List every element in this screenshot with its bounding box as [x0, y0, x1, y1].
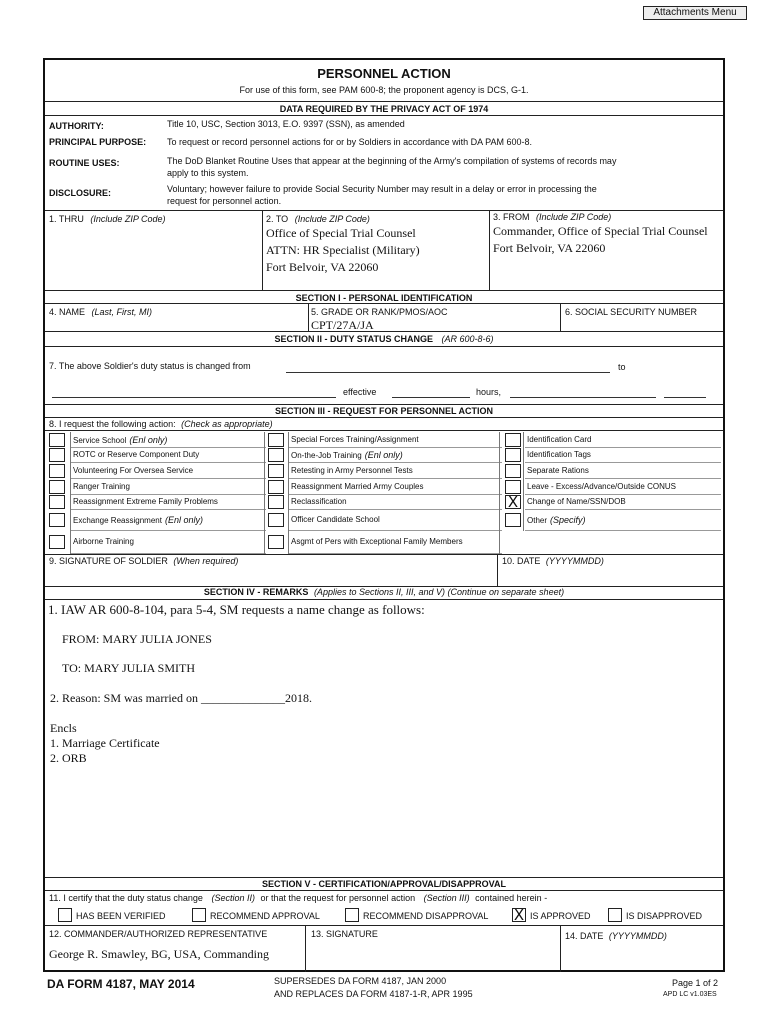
- from-hint: (Include ZIP Code): [536, 212, 612, 222]
- col1-option-label: Ranger Training: [73, 481, 130, 491]
- effective-date-field[interactable]: [392, 397, 470, 398]
- soldier-signature-hint: (When required): [173, 556, 239, 566]
- purpose-text: To request or record personnel actions for or by Soldiers in accordance with DA PAM 600-8.: [167, 137, 533, 147]
- col1-option-label: ROTC or Reserve Component Duty: [73, 450, 200, 459]
- approver-date-hint: (YYYYMMDD): [608, 931, 667, 941]
- col1-option-0: [73, 435, 167, 445]
- supersedes-2: AND REPLACES DA FORM 4187-1-R, APR 1995: [274, 989, 473, 999]
- remarks-line-2: FROM: MARY JULIA JONES: [62, 632, 212, 646]
- item-11: [49, 893, 547, 903]
- col1-option-2: [73, 466, 193, 475]
- col1-option-label: Reassignment Extreme Family Problems: [73, 497, 218, 506]
- col3-option-5: [527, 515, 586, 525]
- authority-text: Title 10, USC, Section 3013, E.O. 9397 (SSN), as amended: [167, 119, 405, 129]
- col1-option-label: Service School: [73, 435, 127, 445]
- hours-field[interactable]: [510, 397, 656, 398]
- attachments-menu-button[interactable]: Attachments Menu: [643, 6, 747, 20]
- col1-option-hint: (Enl only): [164, 515, 203, 525]
- section-4-hint: (Applies to Sections II, III, and V) (Continue on separate sheet): [313, 587, 565, 597]
- col3-option-label: Separate Rations: [527, 465, 589, 475]
- col1-option-label: Exchange Reassignment: [73, 516, 162, 525]
- col2-option-6: [291, 537, 463, 546]
- section-2-title: SECTION II - DUTY STATUS CHANGE: [274, 334, 433, 344]
- soldier-date-hint: (YYYYMMDD): [545, 556, 604, 566]
- name-hint: (Last, First, MI): [91, 307, 153, 317]
- col3-option-0: [527, 435, 591, 444]
- hours-word: hours,: [476, 387, 502, 397]
- col1-checkbox-1[interactable]: [49, 448, 65, 462]
- remarks-line-1: 1. IAW AR 600-8-104, para 5-4, SM requests a name change as follows:: [48, 602, 425, 617]
- col2-option-label: Special Forces Training/Assignment: [291, 434, 419, 444]
- recommend-approval-checkbox[interactable]: [192, 908, 206, 922]
- authority-label: AUTHORITY:: [49, 121, 104, 131]
- approver-signature-field[interactable]: [311, 929, 378, 939]
- item-11-e: contained herein -: [475, 893, 548, 903]
- section-2-heading: [45, 334, 723, 344]
- col3-checkbox-5[interactable]: [505, 513, 521, 527]
- soldier-date-field[interactable]: [502, 556, 604, 566]
- col2-option-1: [291, 450, 403, 460]
- to-label: 2. TO: [266, 214, 289, 224]
- disapproved-checkbox[interactable]: [608, 908, 622, 922]
- from-line-2: Fort Belvoir, VA 22060: [493, 241, 606, 255]
- col2-option-label: Asgmt of Pers with Exceptional Family Members: [291, 537, 463, 546]
- col3-checkbox-4[interactable]: X: [505, 495, 521, 509]
- col1-checkbox-2[interactable]: [49, 464, 65, 478]
- soldier-signature-field[interactable]: [49, 556, 238, 566]
- routine-text-1: The DoD Blanket Routine Uses that appear at the beginning of the Army's compilation of systems of records may: [167, 156, 617, 166]
- col1-checkbox-6[interactable]: [49, 535, 65, 549]
- page-number: Page 1 of 2: [672, 978, 719, 988]
- col1-option-3: [73, 482, 130, 491]
- col2-option-label: Officer Candidate School: [291, 515, 380, 524]
- approver-signature-label: 13. SIGNATURE: [311, 929, 378, 939]
- col1-checkbox-5[interactable]: [49, 513, 65, 527]
- col2-checkbox-3[interactable]: [268, 480, 284, 494]
- grade-field[interactable]: [311, 307, 557, 333]
- supersedes-1: SUPERSEDES DA FORM 4187, JAN 2000: [274, 976, 447, 986]
- col2-checkbox-6[interactable]: [268, 535, 284, 549]
- commander-label: 12. COMMANDER/AUTHORIZED REPRESENTATIVE: [49, 929, 268, 939]
- item-8-text: 8. I request the following action:: [49, 419, 176, 429]
- commander-field[interactable]: [49, 929, 303, 962]
- col3-checkbox-2[interactable]: [505, 464, 521, 478]
- col3-option-4: [527, 497, 626, 506]
- col2-option-hint: (Enl only): [364, 450, 403, 460]
- approved-checkbox[interactable]: X: [513, 906, 525, 924]
- col3-checkbox-0[interactable]: [505, 433, 521, 447]
- form-id: DA FORM 4187, MAY 2014: [47, 977, 195, 991]
- col3-option-2: [527, 466, 589, 475]
- commander-value: George R. Smawley, BG, USA, Commanding: [49, 947, 269, 961]
- recommend-disapproval-label: RECOMMEND DISAPPROVAL: [363, 911, 489, 921]
- col3-option-3: [527, 482, 676, 491]
- col2-checkbox-2[interactable]: [268, 464, 284, 478]
- grade-value: CPT/27A/JA: [311, 318, 374, 332]
- section-4-heading: [45, 587, 723, 597]
- to-field[interactable]: [266, 214, 486, 275]
- col2-option-5: [291, 515, 380, 524]
- form-title: PERSONNEL ACTION: [317, 66, 451, 81]
- section-3-heading: SECTION III - REQUEST FOR PERSONNEL ACTION: [274, 406, 494, 416]
- verified-checkbox[interactable]: [58, 908, 72, 922]
- thru-field[interactable]: [49, 214, 166, 224]
- thru-label: 1. THRU: [49, 214, 84, 224]
- soldier-signature-label: 9. SIGNATURE OF SOLDIER: [49, 556, 168, 566]
- col3-option-label: Identification Card: [527, 434, 592, 444]
- ssn-label: 6. SOCIAL SECURITY NUMBER: [565, 307, 698, 317]
- col1-option-label: Volunteering For Oversea Service: [73, 465, 194, 475]
- item-7-text: 7. The above Soldier's duty status is changed from: [49, 361, 251, 371]
- col1-checkbox-0[interactable]: [49, 433, 65, 447]
- col1-option-5: [73, 515, 203, 525]
- to-hint: (Include ZIP Code): [294, 214, 370, 224]
- col2-checkbox-0[interactable]: [268, 433, 284, 447]
- col2-checkbox-5[interactable]: [268, 513, 284, 527]
- disclosure-label: DISCLOSURE:: [49, 188, 112, 198]
- col3-option-label: Other: [527, 516, 548, 525]
- approved-label: IS APPROVED: [530, 911, 591, 921]
- col1-option-6: [73, 537, 134, 546]
- remarks-line-4: 2. Reason: SM was married on ______________2018.: [50, 691, 312, 705]
- form-version: APD LC v1.03ES: [663, 991, 717, 998]
- status-from-field[interactable]: [286, 372, 610, 373]
- col2-option-label: Reassignment Married Army Couples: [291, 481, 424, 491]
- remarks-line-7: 2. ORB: [50, 751, 87, 765]
- from-line-1: Commander, Office of Special Trial Counsel: [493, 224, 708, 238]
- remarks-line-5: Encls: [50, 721, 77, 735]
- recommend-approval-label: RECOMMEND APPROVAL: [210, 911, 320, 921]
- form-subtitle: For use of this form, see PAM 600-8; the proponent agency is DCS, G-1.: [239, 85, 529, 95]
- col2-option-4: [291, 497, 347, 506]
- recommend-disapproval-checkbox[interactable]: [345, 908, 359, 922]
- section-2-ref: (AR 600-8-6): [441, 334, 494, 344]
- status-to-field[interactable]: [52, 397, 336, 398]
- col1-option-4: [73, 497, 218, 506]
- item-8: [49, 419, 273, 429]
- item-8-hint: (Check as appropriate): [181, 419, 273, 429]
- col1-checkbox-4[interactable]: [49, 495, 65, 509]
- remarks-line-3: TO: MARY JULIA SMITH: [62, 661, 196, 675]
- section-4-title: SECTION IV - REMARKS: [203, 587, 309, 597]
- remarks-line-6: 1. Marriage Certificate: [50, 736, 160, 750]
- name-field[interactable]: [49, 307, 152, 317]
- col2-option-3: [291, 482, 424, 491]
- to-line-3: Fort Belvoir, VA 22060: [266, 260, 379, 274]
- verified-label: HAS BEEN VERIFIED: [76, 911, 166, 921]
- item-11-a: 11. I certify that the duty status change: [49, 893, 203, 903]
- privacy-heading: DATA REQUIRED BY THE PRIVACY ACT OF 1974: [279, 104, 489, 114]
- routine-label: ROUTINE USES:: [49, 158, 120, 168]
- col2-checkbox-1[interactable]: [268, 448, 284, 462]
- col1-option-hint: (Enl only): [129, 434, 168, 445]
- col2-option-label: Retesting in Army Personnel Tests: [291, 465, 413, 475]
- col2-option-2: [291, 466, 413, 475]
- purpose-label: PRINCIPAL PURPOSE:: [49, 137, 147, 147]
- item-11-d: (Section III): [423, 893, 470, 903]
- grade-label: 5. GRADE OR RANK/PMOS/AOC: [311, 307, 448, 317]
- col3-option-label: Leave - Excess/Advance/Outside CONUS: [527, 481, 676, 491]
- col1-option-1: [73, 450, 199, 459]
- disclosure-text-2: request for personnel action.: [167, 196, 282, 206]
- col2-option-label: On-the-Job Training: [291, 451, 362, 460]
- col2-option-0: [291, 435, 419, 444]
- col2-option-label: Reclassification: [291, 497, 347, 506]
- to-line-1: Office of Special Trial Counsel: [266, 226, 416, 240]
- routine-text-2: apply to this system.: [167, 168, 249, 178]
- to-word: to: [618, 362, 626, 372]
- name-label: 4. NAME: [49, 307, 86, 317]
- col3-checkbox-1[interactable]: [505, 448, 521, 462]
- approver-date-label: 14. DATE: [565, 931, 604, 941]
- thru-hint: (Include ZIP Code): [90, 214, 166, 224]
- col1-checkbox-3[interactable]: [49, 480, 65, 494]
- approver-date-field[interactable]: [565, 931, 667, 941]
- disapproved-label: IS DISAPPROVED: [626, 911, 703, 921]
- col2-checkbox-4[interactable]: [268, 495, 284, 509]
- effective-word: effective: [343, 387, 377, 397]
- from-field[interactable]: [493, 212, 725, 256]
- col3-option-1: [527, 450, 591, 459]
- extra-field[interactable]: [664, 397, 706, 398]
- ssn-field[interactable]: [565, 307, 697, 317]
- col3-option-hint: (Specify): [550, 515, 586, 525]
- soldier-date-label: 10. DATE: [502, 556, 541, 566]
- section-1-heading: SECTION I - PERSONAL IDENTIFICATION: [295, 293, 473, 303]
- to-line-2: ATTN: HR Specialist (Military): [266, 243, 420, 257]
- from-label: 3. FROM: [493, 212, 530, 222]
- section-5-heading: SECTION V - CERTIFICATION/APPROVAL/DISAPPROVAL: [261, 879, 506, 889]
- item-11-b: (Section II): [211, 893, 255, 903]
- disclosure-text-1: Voluntary; however failure to provide Social Security Number may result in a delay or error in processing the: [167, 184, 597, 194]
- col3-checkbox-3[interactable]: [505, 480, 521, 494]
- col3-option-label: Identification Tags: [527, 450, 591, 459]
- col1-option-label: Airborne Training: [73, 537, 134, 546]
- col3-option-label: Change of Name/SSN/DOB: [527, 497, 626, 506]
- item-11-c: or that the request for personnel action: [260, 893, 416, 903]
